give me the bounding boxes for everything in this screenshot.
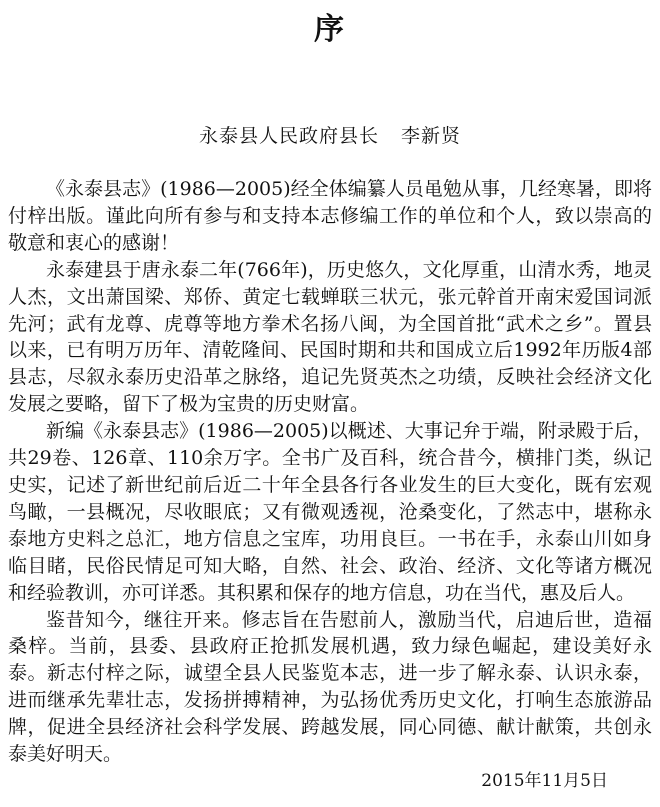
page-title: 序 — [314, 12, 346, 47]
author-byline — [0, 122, 660, 150]
author-name: 李新贤 — [401, 125, 462, 147]
paragraph-1: 《永泰县志》(1986—2005)经全体编纂人员黾勉从事，几经寒暑，即将付梓出版。谨此向所有参与和支持本志修编工作的单位和个人，致以崇高的敬意和衷心的感谢！ — [8, 178, 652, 254]
signature-date: 2015年11月5日 — [481, 771, 608, 791]
author-position: 永泰县人民政府县长 — [198, 125, 379, 147]
paragraph-2: 永泰建县于唐永泰二年(766年)，历史悠久，文化厚重，山清水秀，地灵人杰，文出萧国梁、郑侨、黄定七载蝉联三状元，张元幹首开南宋爱国词派先河；武有龙尊、虎尊等地方拳术名扬八闽，为全国首批“武术之乡”。置县以来，已有明万历年、清乾隆间、民国时期和共和国成立后1992年历版4部县志，尽叙永泰历史沿革之脉络，追记先贤英杰之功绩，反映社会经济文化发展之要略，留下了极为宝贵的历史财富。 — [8, 258, 652, 416]
paragraph-4: 鉴昔知今，继往开来。修志旨在告慰前人，激励当代，启迪后世，造福桑梓。当前，县委、县政府正抢抓发展机遇，致力绿色崛起，建设美好永泰。新志付梓之际，诚望全县人民鉴览本志，进一步了解永泰、认识永泰，进而继承先辈壮志，发扬拼搏精神，为弘扬优秀历史文化，打响生态旅游品牌，促进全县经济社会科学发展、跨越发展，同心同德、献计献策，共创永泰美好明天。 — [8, 608, 652, 766]
paragraph-3: 新编《永泰县志》(1986—2005)以概述、大事记弁于端，附录殿于后，共29卷、126章、110余万字。全书广及百科，统合昔今，横排门类，纵记史实，记述了新世纪前后近二十年全县各行各业发生的巨大变化，既有宏观鸟瞰，一县概况，尽收眼底；又有微观透视，沧桑变化，了然志中，堪称永泰地方史料之总汇，地方信息之宝库，功用良巨。一书在手，永泰山川如身临目睹，民俗民情足可知大略，自然、社会、政治、经济、文化等诸方概况和经验教训，亦可详悉。其积累和保存的地方信息，功在当代，惠及后人。 — [8, 420, 652, 604]
preface-body — [8, 176, 652, 768]
